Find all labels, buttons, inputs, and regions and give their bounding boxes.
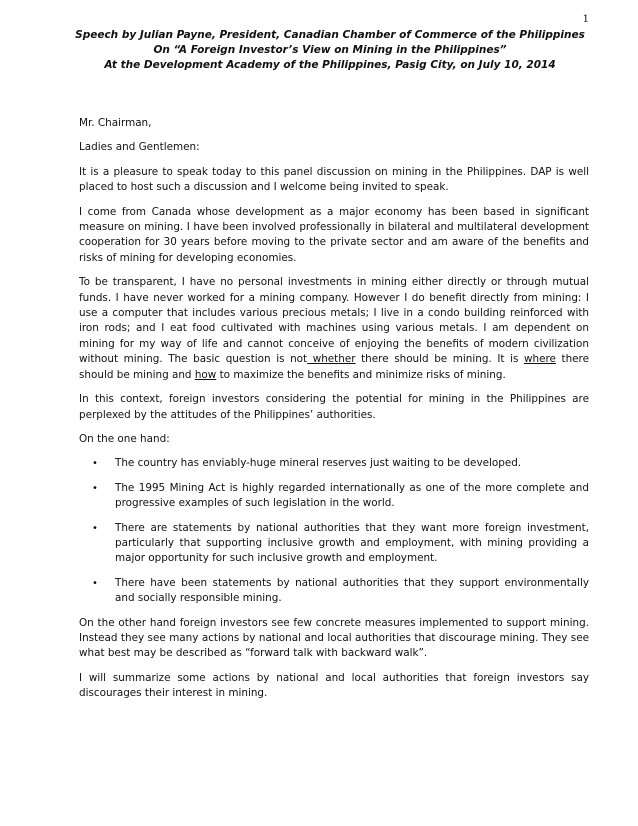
title-line-venue: At the Development Academy of the Philippines, Pasig City, on July 10, 2014 — [104, 59, 556, 71]
list-item — [92, 481, 589, 512]
list-item-text: The 1995 Mining Act is highly regarded internationally as one of the more complete and progressive examples of such legislation in the world. — [115, 481, 589, 510]
title-line-speaker: Speech by Julian Payne, President, Canadian Chamber of Commerce of the Philippines — [75, 29, 585, 41]
bullet-icon: • — [92, 577, 98, 589]
paragraph-background: I come from Canada whose development as a major economy has been based in significant measure on mining. I have been involved professionally in bilateral and multilateral development cooperation for 30 years before moving to the private sector and am aware of the benefits and risks of mining for developing economies. — [79, 205, 589, 264]
transparency-text-3: there should be mining and — [79, 353, 589, 381]
list-item-text: There are statements by national authorities that they want more foreign investment, particularly that supporting inclusive growth and employment, with mining providing a major opportunity for such inclusive growth and employment. — [115, 521, 589, 565]
title-line-topic: On “A Foreign Investor’s View on Mining in the Philippines” — [153, 44, 507, 56]
salutation-audience: Ladies and Gentlemen: — [79, 141, 200, 154]
bullet-list — [79, 456, 589, 606]
bullet-icon: • — [92, 458, 98, 470]
speech-body — [79, 116, 589, 711]
list-item-text: There have been statements by national authorities that they support environmentally and socially responsible mining. — [115, 576, 589, 605]
bullet-icon: • — [92, 482, 98, 494]
page-number: 1 — [582, 14, 589, 25]
paragraph-context: In this context, foreign investors considering the potential for mining in the Philippines are perplexed by the attitudes of the Philippines’ authorities. — [79, 393, 589, 421]
transparency-text-2: there should be mining. It is — [355, 353, 524, 366]
bullet-icon: • — [92, 522, 98, 534]
paragraph-transparency — [79, 275, 589, 383]
list-item — [92, 576, 589, 607]
underlined-how: how — [194, 368, 217, 381]
underlined-whether: whether — [307, 353, 356, 366]
list-item-text: The country has enviably-huge mineral reserves just waiting to be developed. — [115, 457, 522, 470]
transparency-text-1: To be transparent, I have no personal investments in mining either directly or through mutual funds. I have never worked for a mining company. However I do benefit directly from mining: I use a computer that includes various precious metals; I live in a condo building reinforced with iron rods; and I eat food cultivated with machines using various metals. I am dependent on mining for my way of life and cannot conceive of enjoying the benefits of modern civilization without mining. The basic question is not — [79, 276, 589, 366]
paragraph-one-hand: On the one hand: — [79, 432, 170, 445]
paragraph-intro: It is a pleasure to speak today to this panel discussion on mining in the Philippines. DAP is well placed to host such a discussion and I welcome being invited to speak. — [79, 165, 589, 194]
salutation-chairman: Mr. Chairman, — [79, 117, 152, 129]
paragraph-other-hand: On the other hand foreign investors see few concrete measures implemented to support mining. Instead they see many actions by national and local authorities that discourage mining. They see what best may be described as “forward talk with backward walk”. — [79, 616, 589, 660]
transparency-text-4: to maximize the benefits and minimize risks of mining. — [216, 368, 506, 381]
paragraph-summary: I will summarize some actions by national and local authorities that foreign investors say discourages their interest in mining. — [79, 671, 589, 700]
underlined-where: where — [523, 353, 556, 366]
list-item — [92, 456, 589, 471]
list-item — [92, 521, 589, 567]
speech-title — [60, 28, 600, 73]
